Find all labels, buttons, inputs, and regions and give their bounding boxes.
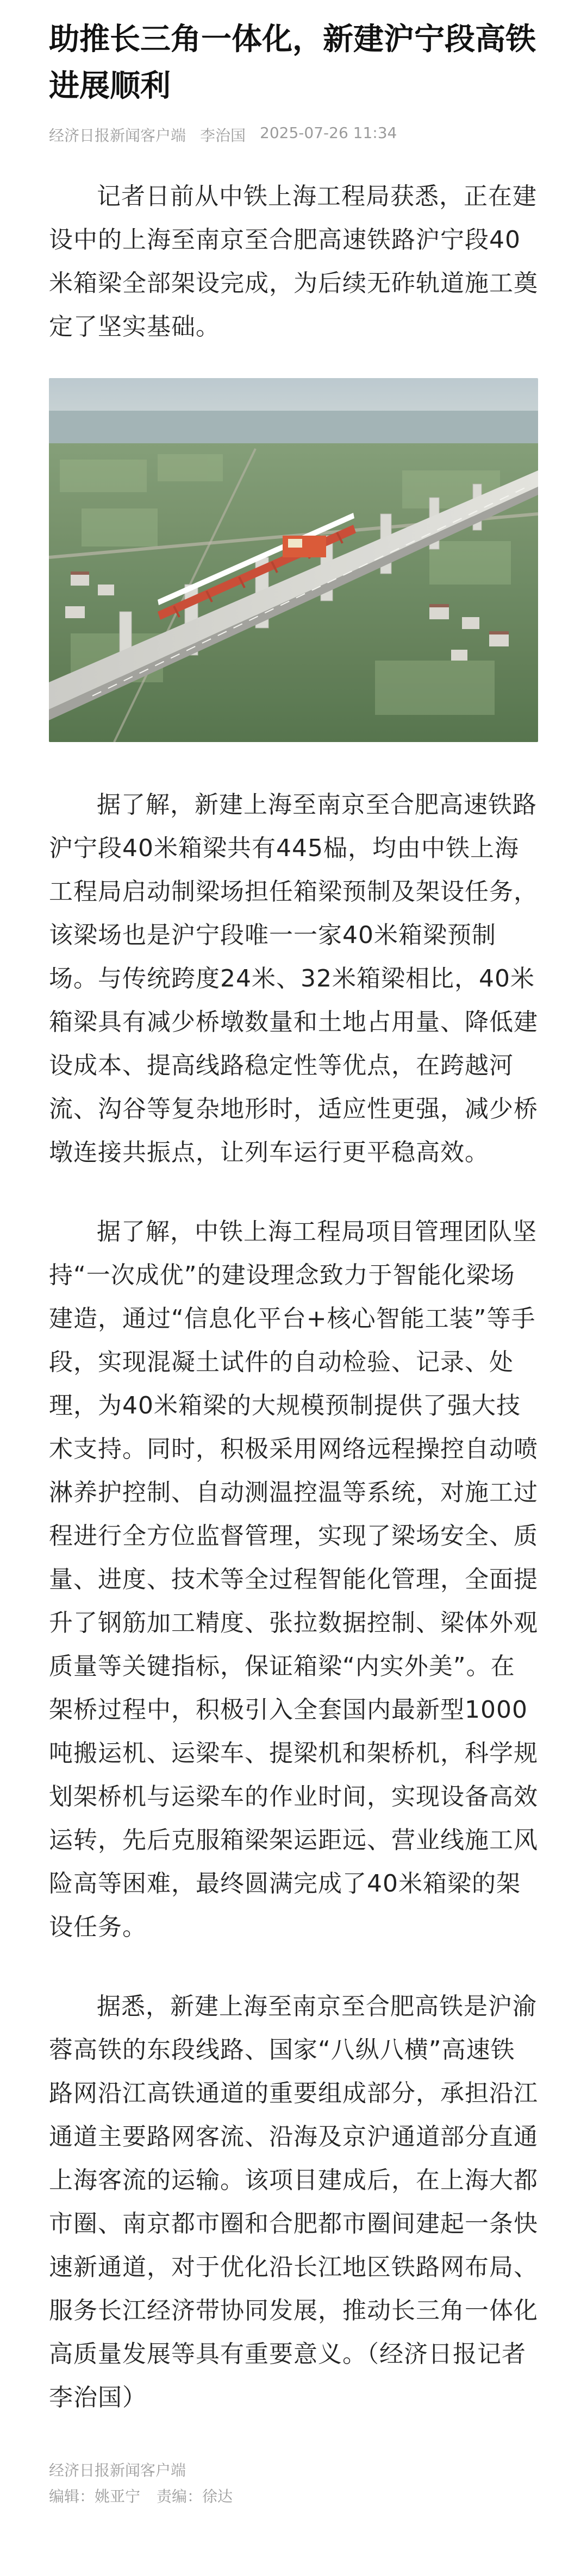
footer-credits	[49, 2484, 538, 2510]
article-meta	[49, 124, 538, 146]
article-paragraph-3: 据悉，新建上海至南京至合肥高铁是沪渝蓉高铁的东段线路、国家“八纵八横”高速铁路网沿江高铁通道的重要组成部分，承担沿江通道主要路网客流、沿海及京沪通道部分直通上海客流的运输。该项目建成后，在上海大都市圈、南京都市圈和合肥都市圈间建起一条快速新通道，对于优化沿长江地区铁路网布局、服务长江经济带协同发展，推动长三角一体化高质量发展等具有重要意义。（经济日报记者李治国）	[49, 1993, 538, 2411]
editor-name: 姚亚宁	[95, 2487, 141, 2505]
article-photo[interactable]	[49, 378, 538, 742]
article-datetime: 2025-07-26 11:34	[260, 124, 397, 142]
reviewer-label: 责编：	[157, 2487, 203, 2505]
footer-source[interactable]: 经济日报新闻客户端	[49, 2461, 186, 2479]
article-paragraph-2: 据了解，中铁上海工程局项目管理团队坚持“一次成优”的建设理念致力于智能化梁场建造，通过“信息化平台+核心智能工装”等手段，实现混凝土试件的自动检验、记录、处理，为40米箱梁的大规模预制提供了强大技术支持。同时，积极采用网络远程操控自动喷淋养护控制、自动测温控温等系统，对施工过程进行全方位监督管理，实现了梁场安全、质量、进度、技术等全过程智能化管理，全面提升了钢筋加工精度、张拉数据控制、梁体外观质量等关键指标，保证箱梁“内实外美”。在架桥过程中，积极引入全套国内最新型1000吨搬运机、运梁车、提梁机和架桥机，科学规划架桥机与运梁车的作业时间，实现设备高效运转，先后克服箱梁架运距远、营业线施工风险高等困难，最终圆满完成了40米箱梁的架设任务。	[49, 1218, 538, 1941]
article-footer	[49, 2458, 538, 2510]
editor-credit	[49, 2484, 140, 2510]
article-source[interactable]: 经济日报新闻客户端	[49, 127, 186, 144]
article-title: 助推长三角一体化，新建沪宁段高铁进展顺利	[49, 22, 536, 104]
article-lead: 记者日前从中铁上海工程局获悉，正在建设中的上海至南京至合肥高速铁路沪宁段40米箱梁全部架设完成，为后续无砟轨道施工奠定了坚实基础。	[49, 183, 538, 341]
reviewer-name: 徐达	[202, 2487, 233, 2505]
bridge-construction-image	[49, 378, 538, 742]
reviewer-credit	[157, 2484, 233, 2510]
editor-label: 编辑：	[49, 2487, 95, 2505]
article-author: 李治国	[200, 127, 246, 144]
article-paragraph-1: 据了解，新建上海至南京至合肥高速铁路沪宁段40米箱梁共有445榀，均由中铁上海工程局启动制梁场担任箱梁预制及架设任务，该梁场也是沪宁段唯一一家40米箱梁预制场。与传统跨度24米、32米箱梁相比，40米箱梁具有减少桥墩数量和土地占用量、降低建设成本、提高线路稳定性等优点，在跨越河流、沟谷等复杂地形时，适应性更强，减少桥墩连接共振点，让列车运行更平稳高效。	[49, 791, 538, 1166]
